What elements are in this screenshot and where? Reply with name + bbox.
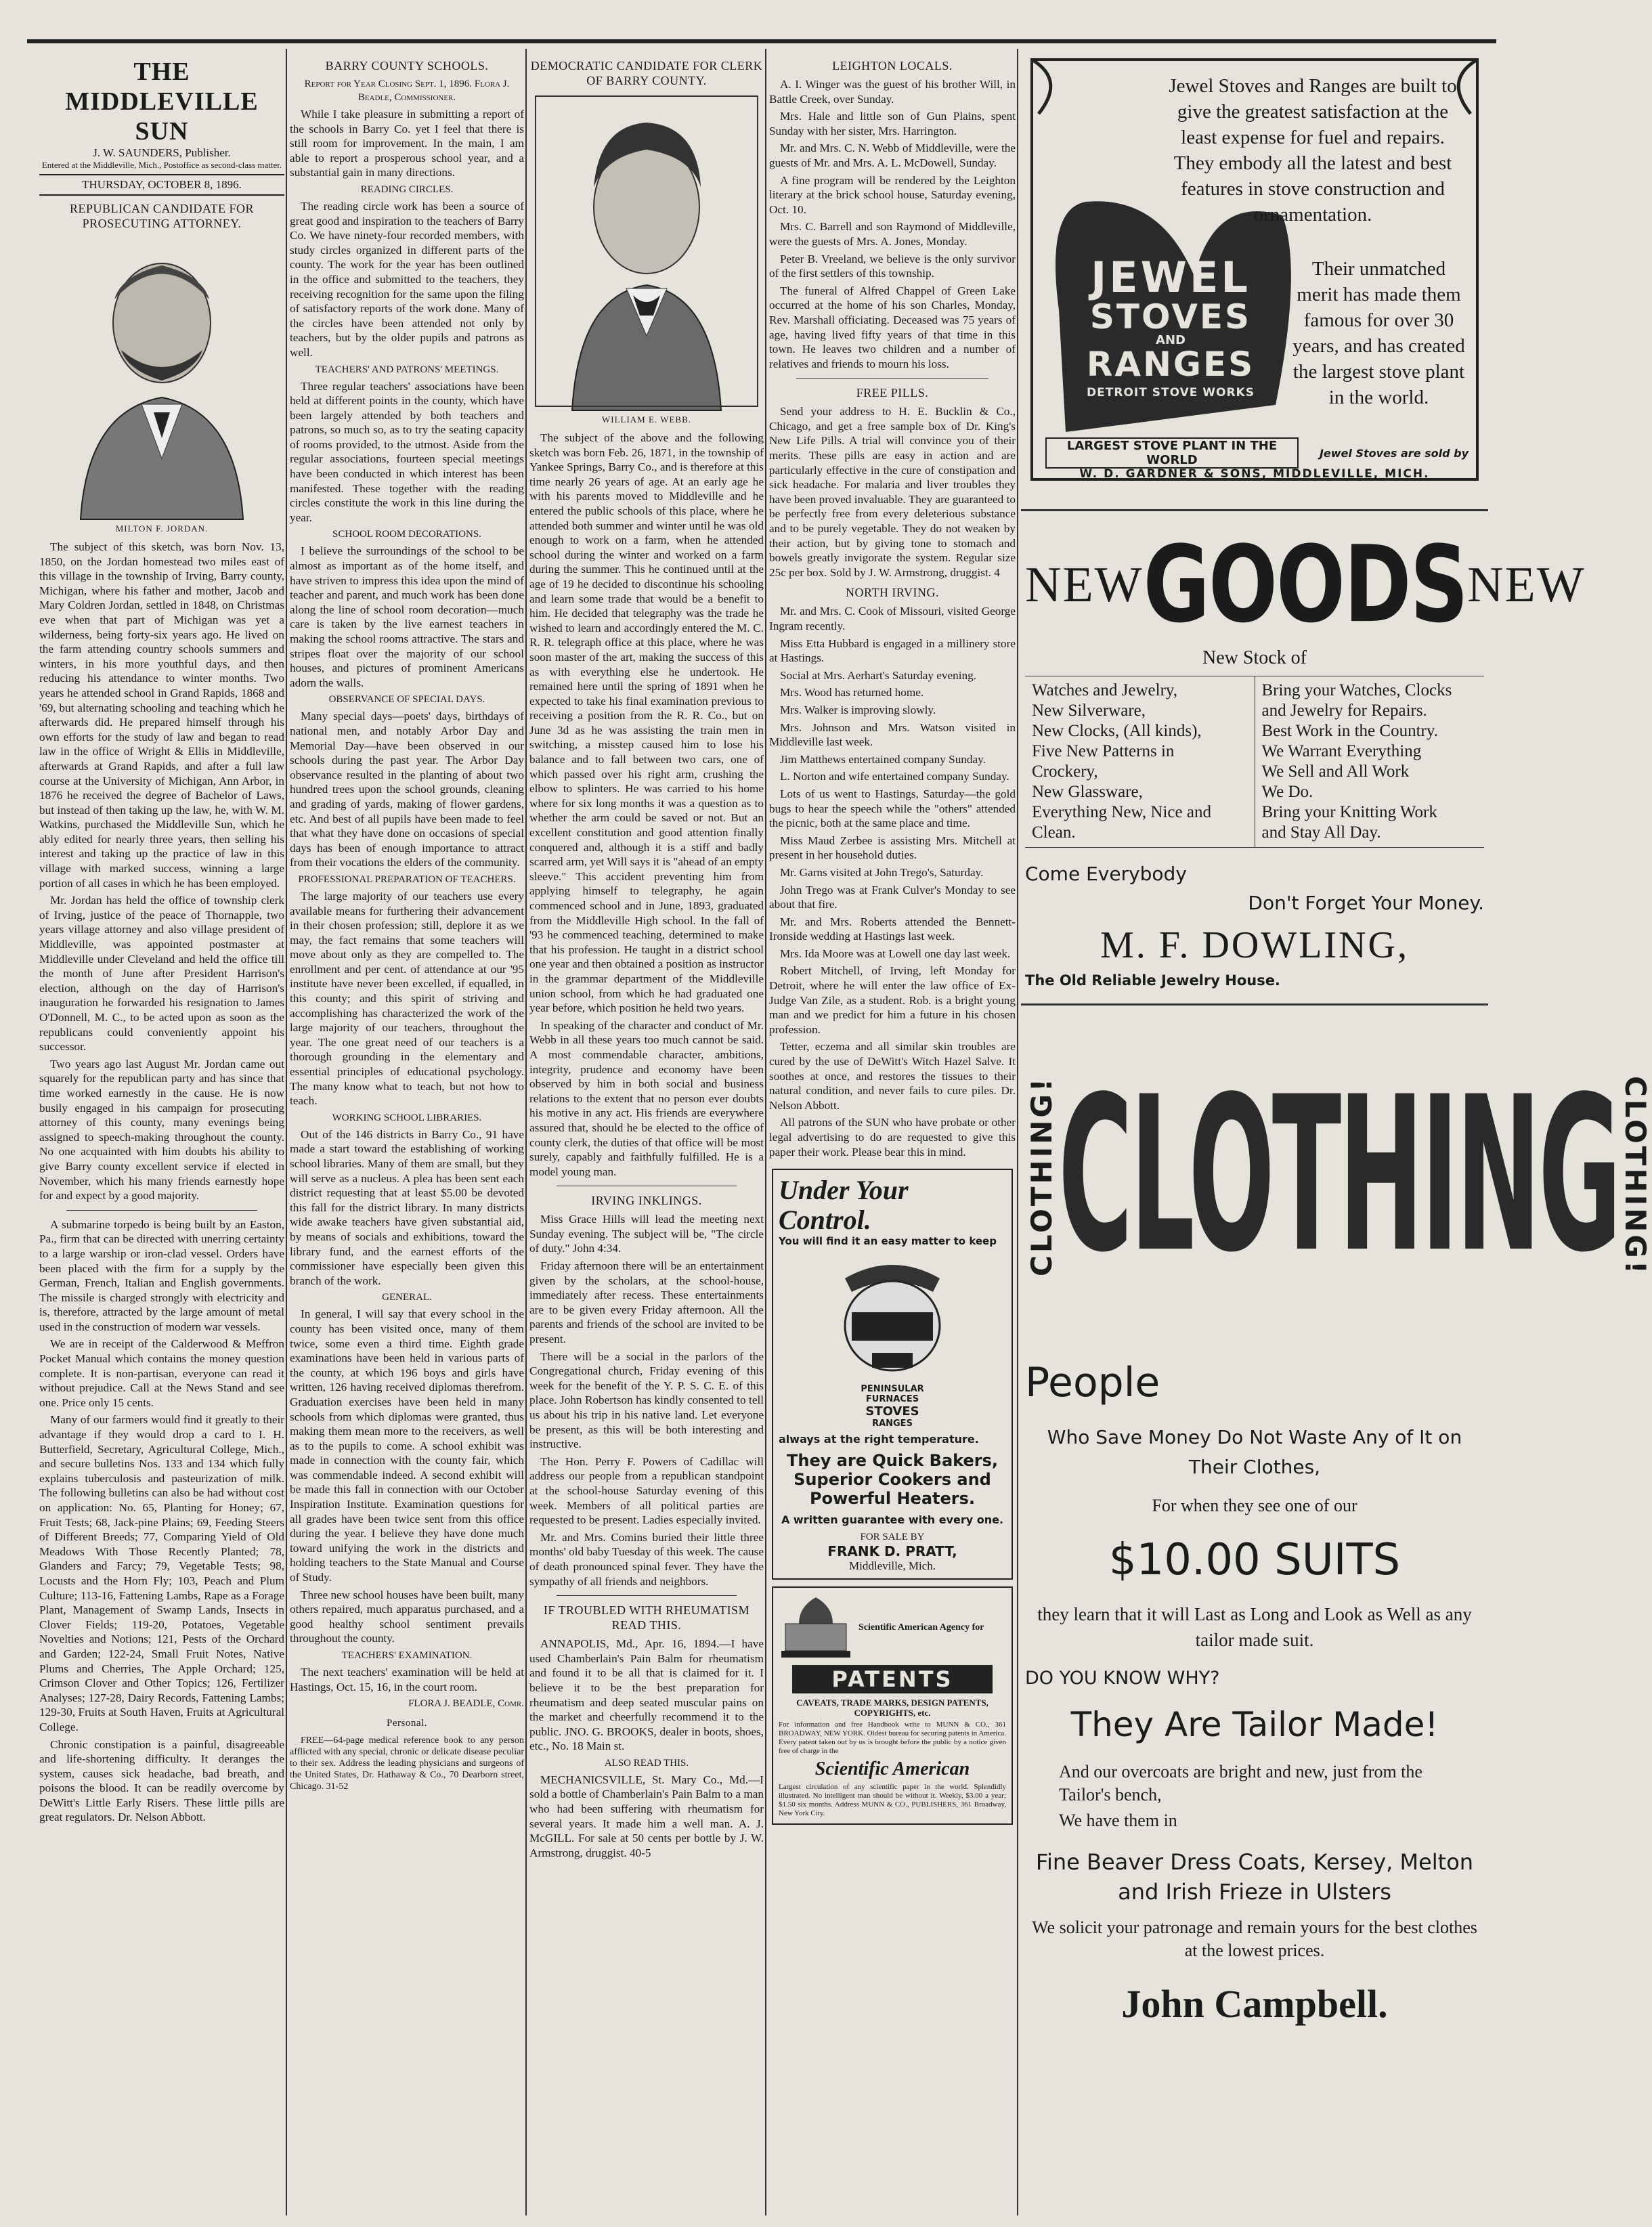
section-title: PROFESSIONAL PREPARATION OF TEACHERS. [298,873,516,885]
col3-headline: DEMOCRATIC CANDIDATE FOR CLERK OF BARRY COUNTY. [530,59,763,87]
personal-title: Personal. [387,1718,427,1729]
come-everybody: Come Everybody [1025,863,1187,885]
jewel-logo-2: STOVES [1089,297,1252,337]
col2-report: Report for Year Closing Sept. 1, 1896. Flora J. Beadle, Commissioner. [304,79,510,103]
clothing-save: Who Save Money Do Not Waste Any of It on Their Clothes, [1047,1426,1462,1478]
brand-line: FURNACES [865,1394,919,1405]
leighton-item: Mr. and Mrs. C. N. Webb of Middleville, were the guests of Mr. and Mrs. A. L. McDowell, Sunday. [769,142,1016,169]
leighton-item: A fine program will be rendered by the Leighton literary at the brick school house, Saturday evening, Oct. 10. [769,173,1016,216]
rheum-item: ALSO READ THIS. [604,1757,689,1769]
section-title: TEACHERS' AND PATRONS' MEETINGS. [315,364,499,375]
clothing-when: For when they see one of our [1152,1496,1357,1515]
new-stock: New Stock of [1202,647,1307,668]
north-item: Robert Mitchell, of Irving, left Monday for Detroit, where he will enter the law office of Ex-Judge Van Zile, as a student. Rob. is a bright young man and we predict for him a future in his chosen profession. [769,964,1016,1036]
column-5 [1021,53,1652,2213]
north-item: Mrs. Johnson and Mrs. Watson visited in Middleville last week. [769,720,1016,749]
section-title: WORKING SCHOOL LIBRARIES. [332,1112,482,1123]
north-item: Mrs. Wood has returned home. [780,686,924,699]
jordan-portrait [39,235,284,519]
clothing-why: DO YOU KNOW WHY? [1025,1668,1220,1689]
north-item: Miss Maud Zerbee is assisting Mrs. Mitchell at present in her household duties. [769,834,1016,862]
north-item: All patrons of the SUN who have probate or other legal advertising to do are requested to give this paper their work. Please bear this in mind. [769,1116,1016,1159]
jewel-works: DETROIT STOVE WORKS [1087,386,1255,399]
webb-caption: WILLIAM E. WEBB. [601,414,692,425]
campbell-name: John Campbell. [1121,1982,1388,2026]
section-title: SCHOOL ROOM DECORATIONS. [332,529,481,540]
personal-text: FREE—64-page medical reference book to any person afflicted with any special, chronic or delicate disease peculiar to their sex. Address the leading physicians and surgeons of the United States, Dr. Hathaway & Co., 70 Dearborn street, Chicago. 31-52 [290,1735,524,1792]
north-item: Lots of us went to Hastings, Saturday—the gold bugs to hear the speech while the "others" attended the picnic, both at the same place and time. [769,787,1016,830]
section-text: The large majority of our teachers use every available means for furthering their advancement in their chosen profession; still, deplore it as we may, the fact remains that some teachers will move about only as they are compelled to. The enrollment and per cent. of attendance at our '95 institute have never been excelled, if equalled, in this county; and this spirit of striving and accomplishing has characterized the work of the large majority of our teachers, throughout the year. The one great need of our teachers is a thorough grounding in the elementary and essential principles of educational psychology. The many know what to teach, but not how to teach. [290,889,524,1108]
north-item: Jim Matthews entertained company Sunday. [780,752,986,766]
clothing-overcoats: And our overcoats are bright and new, just from the Tailor's bench, [1059,1762,1422,1804]
patent-word: PATENTS [792,1665,993,1693]
divider [1021,509,1488,511]
stove-ad-guarantee: A written guarantee with every one. [781,1513,1004,1527]
irving-item: Friday afternoon there will be an entertainment given by the scholars, at the school-house, immediately after recess. These entertainments are to be given every Friday afternoon. All the parents and friends of the school are invited to be present. [529,1259,764,1346]
jewel-logo-1: JEWEL [1091,253,1251,302]
north-item: Mrs. Ida Moore was at Lowell one day last week. [780,947,1011,960]
col3-paragraph: In speaking of the character and conduct of Mr. Webb in all these years too much cannot be said. A most commendable character, ambitions, integrity, prudence and economy have been observed by him in both social and business relations to the extent that no person ever doubts his motive in any act. His friends are everywhere assured that, should he be elected to the office of county clerk, the duties of that office will be most surely, capably and faithfully fulfilled. He is a model young man. [529,1018,764,1178]
masthead-date: THURSDAY, OCTOBER 8, 1896. [39,174,284,196]
suits-price: $10.00 SUITS [1108,1535,1401,1585]
irving-title: IRVING INKLINGS. [591,1194,702,1208]
goods-item: Everything New, Nice and [1032,803,1211,821]
col1-paragraph: The subject of this sketch, was born Nov. 13, 1850, on the Jordan homestead two miles east of this village in the township of Irving, Barry county, Michigan, where his father and mother, Jacob and Mary Coldren Jordan, settled in 1848, on Christmas eve when that part of Michigan was yet a wilderness, being forty-six years ago. He lived on the farm attending country schools summers and winters, in his more youthful days, and then reducing his attendance to winter months. Two years he attended school in Grand Rapids, 1868 and '69, but alternating schooling and teaching which he afterwards did. He prepared himself through his own efforts for the study of law and began to read law in the office of Wright & Ellis in Middleville, afterwards at Grand Rapids, and after a full law course at the University of Michigan, Ann Arbor, in 1876 he received the degree of Bachelor of Laws, but instead of then taking up the law, he, with W. M. Watkins, purchased the Middleville Sun, which he ably edited for nearly three years, then selling his interest and taking up the practice of law in this village with marked success, winning a large portion of all cases in which he has been employed. [39,540,284,890]
new-word: NEW [1025,557,1144,613]
goods-item: Crockery, [1032,762,1098,781]
col1-paragraph: A submarine torpedo is being built by an Easton, Pa., firm that can be directed with unerring certainty to a large warship or iron-clad vessel. Orders have been placed with the firm for a supply by the German, French, Italian and English governments. The missile is charged strongly with electricity and is, therefore, attracted by the large amount of metal used in the construction of modern war vessels. [39,1217,284,1333]
north-item: Mr. Garns visited at John Trego's, Saturday. [780,865,984,879]
jewel-sold-by: Jewel Stoves are sold by [1319,447,1469,460]
stove-ad-for-sale: FOR SALE BY [860,1532,925,1543]
divider [557,1595,737,1596]
col2-signature: FLORA J. BEADLE, Comr. [408,1698,524,1710]
goods-item: Bring your Watches, Clocks [1261,681,1452,699]
north-item: Mrs. Walker is improving slowly. [780,703,936,716]
north-item: Miss Etta Hubbard is engaged in a millinery store at Hastings. [769,636,1016,665]
goods-item: Bring your Knitting Work [1261,803,1437,821]
peninsular-emblem-icon [831,1251,953,1380]
divider [66,1210,257,1211]
stove-ad-town: Middleville, Mich. [849,1559,936,1573]
goods-item: Best Work in the Country. [1261,722,1438,740]
col3-paragraph: The subject of the above and the following sketch was born Feb. 26, 1871, in the township of Yankee Springs, Barry Co., and is therefore at this time nearly 26 years of age. At an early age he with his parents moved to Middleville and he entered the public schools of this place, where he attended both summer and winter until he was old enough to work on a farm, when he attended school during the winter and worked on a farm during the summer. This he continued until at the age of 19 he decided to discontinue his schooling and learn some trade that would be a benefit to him. He decided that telegraphy was the trade he wished to learn and accordingly entered the M. C. R. R. telegraph office at this place, where he was soon master of the art, making the success of this as with everything else he undertook. He remained here until the spring of 1891 when he expected to take his final examination previous to receiving a position from the R. R. Co., but on June 3d as he was assisting the train men in switching, a misstep caused him to lose his balance and to fall between two cars, one of which passed over his right arm, crushing the elbow to splinters. He was carried to his home where for six long months it was a question as to whether the arm could be saved or not. But an excellent constitution and good attention finally conquered and, although it is a stiff and badly scarred arm, yet Will says it is "ahead of an empty sleeve." This accident preventing him from applying himself to telegraphy, he again commenced school and in June, 1893, graduated from the Middleville High school. In the fall of '93 he commenced teaching, determined to make that his profession. He taught in a district school one year and then obtained a position as instructor in the grammar department of the Middleville union school, from which he had graduated one year before, which position he held two years. [529,431,764,1015]
goods-item: New Silverware, [1032,701,1146,720]
dowling-name: M. F. DOWLING, [1100,924,1409,966]
brand-line: PENINSULAR [861,1384,924,1395]
divider [796,378,988,379]
col1-paragraph: Mr. Jordan has held the office of township clerk of Irving, justice of the peace of Thornapple, two years village attorney and also village president of Middleville, was appointed postmaster at Middleville under Cleveland and held the office till the month of June after President Harrison's election, although on the day of Harrison's inauguration he forwarded his resignation to James O'Donnell, M. C., to be acted upon as soon as the republicans could conveniently appoint his successor. [39,894,284,1054]
patent-agency: Scientific American Agency for [858,1622,984,1633]
col1-paragraph: Many of our farmers would find it greatly to their advantage if they would drop a card to I. H. Butterfield, Secretary, Agricultural College, Mich., and secure bulletins Nos. 133 and 134 which fully explains tuberculosis and pasteurization of milk. The following bulletins can also be had without cost on application: No. 65, Planting for Honey; 67, Fruit Tests; 68, Jack-pine Plains; 69, Feeding Steers of Different Breeds; 77, Comparing Yield of Old Meadows With Those Recently Planted; 78, Glanders and Farcy; 79, Vegetable Tests; 98, Locusts and the Horn Fly; 103, Peach and Plum Culture; 113-16, Fattening Lambs, Rape as a Forage Plant, Management of Swamp Lands, Insects in Clover Fields; 119-20, Potatoes, Vegetable Novelties and Notions; 121, Pests of the Orchard and Garden; 122-24, Small Fruit Notes, Native Plums and Cherries, The Apple Orchard; 125, Crimson Clover and Other Topics; 126, Fertilizer Analyses; 127-28, Dairy Records, Fattening Lambs; 129-30, Fruits at South Haven, Fruits at Agricultural College. [39,1413,284,1733]
dont-forget: Don't Forget Your Money. [1248,892,1484,914]
new-word-2: NEW [1467,557,1586,613]
clothing-solicit: We solicit your patronage and remain yours for the best clothes at the lowest prices. [1032,1918,1477,1960]
goods-item: New Glassware, [1032,783,1143,801]
patent-footer: Largest circulation of any scientific paper in the world. Splendidly illustrated. No intelligent man should be without it. Weekly, $3.00 a year; $1.50 six months. Address MUNN & CO., PUBLISHERS, 361 Broadway, New York City. [779,1783,1006,1818]
irving-item: There will be a social in the parlors of the Congregational church, Friday evening of this week for the benefit of the Y. P. S. C. E. of this place. John Robertson has kindly consented to tell us about his trip in his native land. Let everyone be present, as this will be both interesting and instructive. [529,1349,764,1451]
patent-paper: Scientific American [814,1758,970,1780]
section-text: Many special days—poets' days, birthdays of national men, and notably Arbor Day and Memorial Day—have been observed in our schools during the past year. The Arbor Day observance resulted in the planting of about two hundred trees upon the school grounds, cleaning and grading of yards, making of flower gardens, etc. And best of all pupils have been made to feel that what they have done on occasions of special days has been of enough importance to attract from their vocations the elders of the community. [290,710,524,869]
jewel-dealer: W. D. GARDNER & SONS, MIDDLEVILLE, MICH. [1079,467,1430,481]
column-rule [286,49,287,2215]
stove-ad-sub: You will find it an easy matter to keep [779,1235,997,1248]
section-text: Three new school houses have been built, many others repaired, much apparatus purchased, and a good healthy school sentiment prevails throughout the county. [290,1588,524,1645]
goods-item: Clean. [1032,823,1076,842]
brand-line: RANGES [872,1419,913,1429]
north-title: NORTH IRVING. [846,586,939,600]
clothing-side-right: CLOTHING! [1619,1076,1652,1276]
jewel-logo-3: RANGES [1086,345,1255,384]
leighton-item: The funeral of Alfred Chappel of Green Lake occurred at the home of his son Charles, Monday, Rev. Marshall officiating. Deceased was 75 years of age, having lived fifty years of that time in this town. He leaves two children and a number of relatives and friends to mourn his loss. [769,284,1016,370]
patents-ad [772,1586,1013,1825]
people-heading: People [1025,1359,1160,1406]
irving-item: The Hon. Perry F. Powers of Cadillac will address our people from a republican standpoint at the school-house Saturday evening of this week. Members of all political parties are requested to be present. Ladies especially invited. [529,1454,764,1527]
col1-headline: REPUBLICAN CANDIDATE FOR PROSECUTING ATTORNEY. [69,202,254,230]
irving-item: Mr. and Mrs. Comins buried their little three months' old baby Tuesday of this week. The cause of death pronounced spinal fever. They have the sympathy of all friends and neighbors. [529,1530,764,1588]
jewel-text-2: Their unmatched merit has made them famous for over 30 years, and has created the largest stove plant in the world. [1292,258,1465,408]
section-text: Out of the 146 districts in Barry Co., 91 have made a start toward the establishing of working school libraries. Many of them are small, but they will serve as a nucleus. A plea has been sent each district requesting that at least $5.00 be devoted this fall for the district library. In many districts wide awake teachers have given substantial aid, by means of socials and exhibitions, toward the library fund, and the earnest efforts of the commissioner have especially been given this branch of the work. [290,1127,524,1287]
clothing-learn: they learn that it will Last as Long and Look as Well as any tailor made suit. [1037,1604,1472,1650]
north-item: Mr. and Mrs. Roberts attended the Bennett-Ironside wedding at Hastings last week. [769,915,1016,943]
col2-headline: BARRY COUNTY SCHOOLS. [325,59,489,72]
jordan-caption: MILTON F. JORDAN. [115,523,209,534]
north-item: L. Norton and wife entertained company Sunday. [780,770,1009,783]
section-text: In general, I will say that every school in the county has been visited once, many of them twice, some even a third time. Eighth grade examinations have been held in various parts of the county, at which 196 boys and girls have written, 126 having received diplomas therefrom. Graduation exercises have been held in many schools from which diplomas were granted, thus making them mean more to the receivers, as well as to the pupils to come. A school exhibit was made in connection with the county fair, which was commendable indeed. A second exhibit will be made this fall in connection with our October Inspiration Institute. Examination questions for all grades have been twice sent from this office during the year. I believe they have done much toward unifying the work in the districts and holding teachers to the State Manual and Course of Study. [290,1307,524,1584]
section-text: The next teachers' examination will be held at Hastings, Oct. 15, 16, in the court room. [290,1666,524,1693]
goods-item: Five New Patterns in [1032,742,1175,760]
goods-item: Watches and Jewelry, [1032,681,1178,699]
section-title: READING CIRCLES. [360,183,454,195]
peninsular-stove-ad [772,1169,1013,1580]
column-rule [1017,49,1018,2215]
section-title: TEACHERS' EXAMINATION. [341,1650,473,1661]
goods-item: and Jewelry for Repairs. [1261,701,1427,720]
leighton-item: Mrs. Hale and little son of Gun Plains, spent Sunday with her sister, Mrs. Harrington. [769,110,1016,137]
clothing-ad [1021,1020,1652,2027]
column-rule [765,49,766,2215]
north-item: Social at Mrs. Aerhart's Saturday evening. [780,668,976,682]
goods-word: GOODS [1143,524,1468,647]
goods-list-left [1025,676,1255,847]
section-text: The reading circle work has been a source of great good and inspiration to the teachers of Barry Co. We have ninety-four recorded members, with study circles organized in different parts of the county. The work for the year has been outlined in the office and submitted to the teachers, they receiving recognition for the same upon the filing of satisfactory reports of the work done. Many of the circles have been attended not only by teachers, but by the older pupils and patrons as well. [290,199,524,359]
goods-item: We Do. [1261,783,1313,801]
col1-paragraph: Chronic constipation is a painful, disagreeable and life-shortening difficulty. It deranges the system, causes sick headache, bad breath, and poisons the blood. It can be readily overcome by DeWitt's Little Early Risers. These little pills are great regulators. Dr. Nelson Abbott. [39,1737,284,1824]
masthead-publisher: J. W. SAUNDERS, Publisher. [93,146,231,159]
column-3 [529,53,764,2213]
dowling-house: The Old Reliable Jewelry House. [1025,972,1280,989]
clothing-main: CLOTHING [1058,1052,1620,1300]
clothing-side-left: CLOTHING! [1025,1076,1058,1276]
leighton-item: Peter B. Vreeland, we believe is the only survivor of the first settlers of this township. [769,252,1016,280]
section-title: OBSERVANCE OF SPECIAL DAYS. [328,694,485,706]
masthead-entered: Entered at the Middleville, Mich., Postoffice as second-class matter. [41,160,282,170]
stove-ad-title: Under Your Control. [779,1175,909,1236]
patent-info: For information and free Handbook write to MUNN & CO., 361 BROADWAY, NEW YORK. Oldest bureau for securing patents in America. Every patent taken out by us is brought before the public by a notice given free of charge in the [779,1721,1006,1756]
column-rule [525,49,527,2215]
section-text: I believe the surroundings of the school to be almost as important as of the home itself, and have striven to impress this idea upon the mind of teacher and parent, and much work has been done along the line of school room decoration—much care is taken by the live earnest teachers in making the school rooms attractive. The stars and stripes float over the majority of our school houses, and pictures of prominent Americans adorn the walls. [290,544,524,689]
new-goods-ad [1021,524,1586,989]
masthead-title: THE MIDDLEVILLE SUN [65,58,259,146]
column-4 [769,53,1016,2213]
jewel-stoves-ad [1025,53,1484,497]
leighton-item: A. I. Winger was the guest of his brother Will, in Battle Creek, over Sunday. [769,78,1016,106]
rheum-item: ANNAPOLIS, Md., Apr. 16, 1894.—I have used Chamberlain's Pain Balm for rheumatism and found it to be all that is claimed for it. I believe it to be the best preparation for rheumatism and deep seated muscular pains on the market and cheerfully recommend it to the public. JNO. G. BROOKS, dealer in boots, shoes, etc., No. 18 Main st. [529,1637,764,1753]
north-item: Tetter, eczema and all similar skin troubles are cured by the use of DeWitt's Witch Hazel Salve. It soothes at once, and restores the tissues to their natural condition, and never fails to cure piles. Dr. Nelson Abbott. [769,1040,1016,1112]
north-item: Mr. and Mrs. C. Cook of Missouri, visited George Ingram recently. [769,605,1016,632]
leighton-item: Mrs. C. Barrell and son Raymond of Middleville, were the guests of Mrs. A. Jones, Monday. [769,220,1016,248]
goods-item: and Stay All Day. [1261,823,1381,842]
goods-item: New Clocks, (All kinds), [1032,722,1202,740]
col2-intro: While I take pleasure in submitting a report of the schools in Barry Co. yet I feel that there is still room for improvement. In the main, I am able to report a prosperous school year, and a substantial gain in many directions. [290,108,524,179]
column-2 [290,53,524,2213]
capitol-building-icon [779,1593,853,1661]
section-text: Three regular teachers' associations have been held at different points in the county, which have been largely attended by both teachers and patrons, so much so, as to try the seating capacity of rooms provided, to the utmost. Aside from the regular associations, fourteen special meetings have been conducted in which interest has been manifested. These together with the reading circles constitute the work in this line during the year. [290,379,524,524]
irving-item: Miss Grace Hills will lead the meeting next Sunday evening. The subject will be, "The circle of duty." John 4:34. [529,1213,764,1255]
rheum-item: MECHANICSVILLE, St. Mary Co., Md.—I sold a bottle of Chamberlain's Pain Balm to a man who had been suffering with rheumatism for several years. It made him a well man. A. J. McGILL. For sale at 50 cents per bottle by J. W. Armstrong, druggist. 40-5 [529,1773,764,1859]
stove-ad-dealer: FRANK D. PRATT, [827,1543,957,1560]
leighton-title: LEIGHTON LOCALS. [832,59,953,72]
divider [1021,1003,1488,1006]
rheum-title: IF TROUBLED WITH RHEUMATISM READ THIS. [543,1603,750,1633]
col1-paragraph: We are in receipt of the Calderwood & Meffron Pocket Manual which contains the money question complete. It is non-partisan, everyone can read it without prejudice. Call at the News Stand and see one. Price only 15 cents. [39,1337,284,1409]
goods-item: We Sell and All Work [1261,762,1410,781]
pills-title: FREE PILLS. [856,386,929,400]
jewel-banner: LARGEST STOVE PLANT IN THE WORLD [1045,437,1299,469]
brand-line: STOVES [865,1404,919,1419]
jewel-logo-and: AND [1156,333,1186,347]
col1-paragraph: Two years ago last August Mr. Jordan came out squarely for the republican party and has since that time worked earnestly in the cause. He is now busily engaged in his campaign for prosecuting attorney of this county, many evenings being assigned to speech-making throughout the county. No one acquainted with him doubts his ability to give Barry county excellent service if elected in November, which his many friends earnestly hope for and expect by a good majority. [39,1057,284,1203]
column-1 [39,53,284,2213]
stove-ad-claims: They are Quick Bakers, Superior Cookers and Powerful Heaters. [787,1451,998,1509]
pills-text: Send your address to H. E. Bucklin & Co., Chicago, and get a free sample box of Dr. King's New Life Pills. A trial will convince you of their merits. These pills are easy in action and are particularly effective in the cure of constipation and sick headache. For malaria and liver troubles they have been proved invaluable. They are guaranteed to be perfectly free from every deleterious substance and to be purely vegetable. They do not weaken by their action, but by giving tone to stomach and bowels greatly invigorate the system. Regular size 25c per box. Sold by J. W. Armstrong, druggist. 4 [769,405,1016,579]
goods-list-right [1255,676,1485,847]
north-item: John Trego was at Frank Culver's Monday to see about that fire. [769,883,1016,911]
section-title: GENERAL. [382,1292,432,1303]
goods-item: We Warrant Everything [1261,742,1422,760]
tailor-made: They Are Tailor Made! [1070,1705,1439,1744]
top-rule [27,39,1496,43]
stove-ad-temp: always at the right temperature. [779,1433,979,1446]
patent-list: CAVEATS, TRADE MARKS, DESIGN PATENTS, COPYRIGHTS, etc. [796,1698,988,1718]
jewel-text: Jewel Stoves and Ranges are built to give the greatest satisfaction at the least expense for fuel and repairs. They embody all the latest and best features in stove construction and ornamentation. [1169,75,1457,225]
clothing-have: We have them in [1059,1811,1177,1830]
clothing-fabrics: Fine Beaver Dress Coats, Kersey, Melton and Irish Frieze in Ulsters [1035,1849,1474,1905]
webb-portrait [529,92,764,410]
